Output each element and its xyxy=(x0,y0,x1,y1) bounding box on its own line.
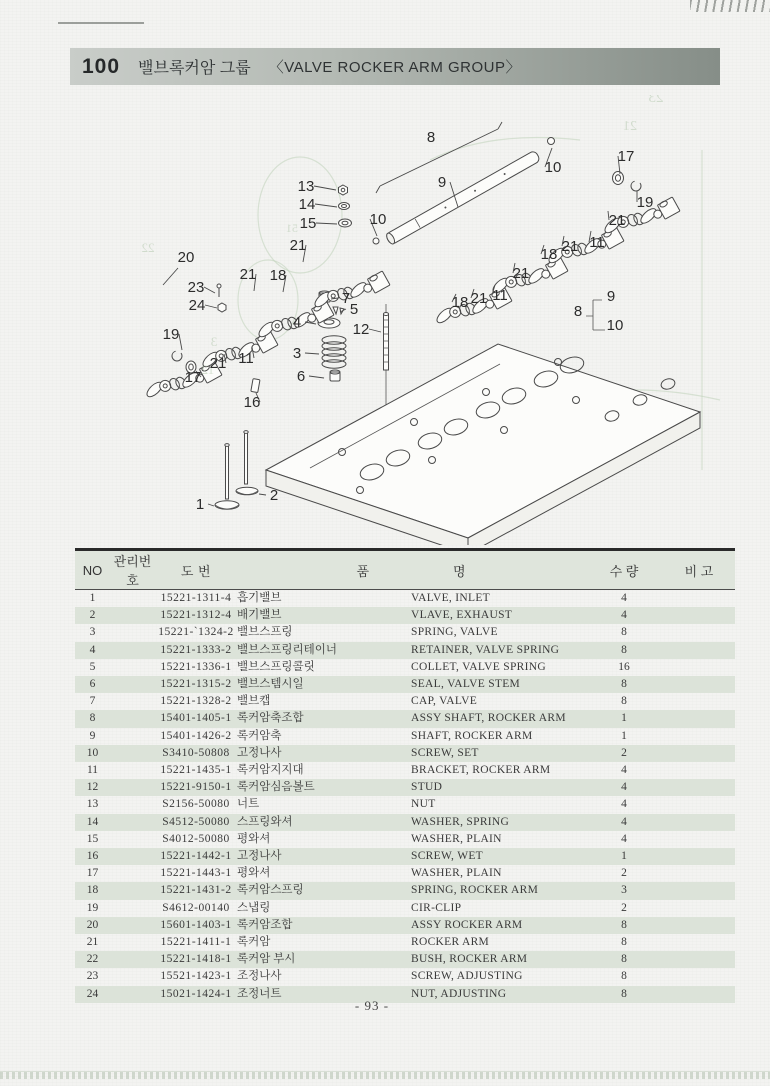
cell-remarks xyxy=(663,865,735,882)
ghost-text: 51 xyxy=(286,221,298,235)
col-header-no: NO xyxy=(82,562,103,578)
cell-remarks xyxy=(663,624,735,641)
cell-qty: 8 xyxy=(621,643,627,656)
part-name-header-a: 품 xyxy=(356,563,369,579)
cell-no: 17 xyxy=(86,867,99,880)
table-row xyxy=(75,762,735,779)
cell-drawing-no: 15221-1418-1 xyxy=(160,953,232,966)
cell-name-korean: 고정나사 xyxy=(237,746,282,759)
cell-name-korean: 밸브스프링리테이너 xyxy=(237,643,337,656)
cell-remarks xyxy=(663,779,735,796)
cell-mgmt-no xyxy=(110,693,155,710)
table-row xyxy=(75,607,735,624)
cell-name-korean: 너트 xyxy=(237,798,260,811)
cell-remarks xyxy=(663,607,735,624)
cell-mgmt-no xyxy=(110,831,155,848)
cell-name-korean: 스냅링 xyxy=(237,901,271,914)
cell-qty: 4 xyxy=(621,832,627,845)
shaft-plug-left xyxy=(373,238,379,244)
col-header-remarks: 비 고 xyxy=(684,563,714,579)
cell-remarks xyxy=(663,642,735,659)
cell-remarks xyxy=(663,762,735,779)
diagram-callout-21: 21 xyxy=(209,355,227,372)
callout-leader xyxy=(179,334,182,350)
diagram-callout-23: 23 xyxy=(187,279,205,296)
diagram-callout-17: 17 xyxy=(184,369,202,386)
cell-qty: 8 xyxy=(621,970,627,983)
cell-name-korean: 록커암지지대 xyxy=(237,764,304,777)
cell-mgmt-no xyxy=(110,968,155,985)
scan-artifact-topline xyxy=(58,22,144,24)
section-title-korean: 밸브록커암 그룹 xyxy=(138,60,251,77)
cell-mgmt-no xyxy=(110,607,155,624)
diagram-callout-15: 15 xyxy=(299,215,317,232)
cell-name-english: SEAL, VALVE STEM xyxy=(411,678,521,691)
diagram-callout-4: 4 xyxy=(292,314,302,331)
diagram-callout-11: 11 xyxy=(589,234,605,251)
cell-remarks xyxy=(663,814,735,831)
callout-leader xyxy=(369,329,381,332)
cell-no: 21 xyxy=(86,936,99,949)
cell-drawing-no: 15221-`1324-2 xyxy=(158,626,234,639)
diagram-callout-2: 2 xyxy=(269,487,279,504)
cell-no: 9 xyxy=(89,729,96,742)
cell-name-korean: 배기밸브 xyxy=(237,609,282,622)
cell-mgmt-no xyxy=(110,882,155,899)
table-row xyxy=(75,590,735,608)
table-row xyxy=(75,745,735,762)
col-header-mgmt-no: 관리번호 xyxy=(113,554,152,588)
cell-name-english: BUSH, ROCKER ARM xyxy=(411,953,528,966)
diagram-callout-24: 24 xyxy=(188,297,206,314)
diagram-callout-3: 3 xyxy=(292,345,302,362)
cell-name-english: VALVE, INLET xyxy=(411,592,490,604)
parts-table-body xyxy=(75,590,735,1003)
cell-drawing-no: 15221-1411-1 xyxy=(160,936,232,949)
diagram-callout-11: 11 xyxy=(492,287,508,304)
callout-leader xyxy=(205,305,217,308)
cell-drawing-no: 15221-1315-2 xyxy=(160,678,232,691)
cell-drawing-no: S2156-50080 xyxy=(162,798,230,811)
cell-mgmt-no xyxy=(110,676,155,693)
nut-washer-stack xyxy=(339,185,352,227)
cell-no: 3 xyxy=(89,626,96,639)
section-number: 100 xyxy=(82,54,121,78)
cell-no: 6 xyxy=(89,678,96,691)
diagram-callout-20: 20 xyxy=(177,249,195,266)
cell-name-korean: 조정너트 xyxy=(237,987,282,1000)
diagram-callout-9: 9 xyxy=(437,174,447,191)
cell-qty: 8 xyxy=(621,695,627,708)
diagram-callout-18: 18 xyxy=(451,294,469,311)
cell-drawing-no: 15221-1311-4 xyxy=(160,592,232,604)
cell-remarks xyxy=(663,968,735,985)
table-row xyxy=(75,676,735,693)
cell-name-korean: 록커암심음볼트 xyxy=(237,781,315,794)
part-name-header-b: 명 xyxy=(453,563,466,579)
cell-qty: 1 xyxy=(621,712,627,725)
cell-mgmt-no xyxy=(110,590,155,608)
ghost-text: 12 xyxy=(201,362,215,377)
cell-drawing-no: 15601-1403-1 xyxy=(160,918,232,931)
scan-artifact-corner xyxy=(690,0,770,12)
cell-drawing-no: 15401-1405-1 xyxy=(160,712,232,725)
diagram-callout-19: 19 xyxy=(636,194,654,211)
table-row xyxy=(75,831,735,848)
cell-drawing-no: 15401-1426-2 xyxy=(160,729,232,742)
cell-mgmt-no xyxy=(110,848,155,865)
cell-remarks xyxy=(663,882,735,899)
ghost-text: 22 xyxy=(141,240,155,255)
cell-qty: 8 xyxy=(621,626,627,639)
cell-name-english: RETAINER, VALVE SPRING xyxy=(411,643,560,656)
rocker-shaft xyxy=(373,122,555,245)
cell-remarks xyxy=(663,831,735,848)
page-number: - 93 - xyxy=(354,998,390,1013)
table-row xyxy=(75,814,735,831)
table-row xyxy=(75,848,735,865)
cell-name-korean: 고정나사 xyxy=(237,850,282,863)
cir-clip-part xyxy=(631,181,641,191)
cell-mgmt-no xyxy=(110,934,155,951)
cell-mgmt-no xyxy=(110,814,155,831)
cell-name-english: ASSY SHAFT, ROCKER ARM xyxy=(411,712,566,725)
table-row xyxy=(75,934,735,951)
cell-remarks xyxy=(663,659,735,676)
cell-name-english: SPRING, VALVE xyxy=(411,626,498,639)
cell-mgmt-no xyxy=(110,745,155,762)
diagram-callout-21: 21 xyxy=(470,290,488,307)
cell-name-korean: 록커암축조합 xyxy=(237,712,304,725)
cell-no: 10 xyxy=(86,746,99,759)
diagram-callout-19: 19 xyxy=(162,326,180,343)
diagram-callout-18: 18 xyxy=(540,246,558,263)
callout-leader xyxy=(315,204,337,207)
cell-mgmt-no xyxy=(110,917,155,934)
cell-no: 19 xyxy=(86,901,99,914)
table-row xyxy=(75,968,735,985)
diagram-callout-1: 1 xyxy=(195,496,205,513)
cell-drawing-no: S4012-50080 xyxy=(162,832,230,845)
cell-name-korean: 밸브스템시일 xyxy=(237,678,304,691)
cell-qty: 8 xyxy=(621,953,627,966)
callout-leader xyxy=(305,353,319,354)
cell-qty: 4 xyxy=(621,815,627,828)
table-row xyxy=(75,951,735,968)
table-row xyxy=(75,900,735,917)
diagram-callout-17: 17 xyxy=(617,148,635,165)
table-row xyxy=(75,779,735,796)
cell-mgmt-no xyxy=(110,642,155,659)
table-row xyxy=(75,642,735,659)
cell-qty: 3 xyxy=(621,884,627,897)
cell-qty: 16 xyxy=(618,660,630,673)
cell-drawing-no: 15021-1424-1 xyxy=(160,987,232,1000)
ghost-text: 23 xyxy=(648,95,664,106)
cell-remarks xyxy=(663,796,735,813)
diagram-callout-6: 6 xyxy=(296,368,306,385)
callout-leader xyxy=(208,504,214,506)
cell-name-english: ASSY ROCKER ARM xyxy=(411,918,523,931)
cell-mgmt-no xyxy=(110,728,155,745)
cell-name-korean: 록커암스프링 xyxy=(237,884,304,897)
cell-qty: 8 xyxy=(621,987,627,1000)
cell-qty: 2 xyxy=(621,901,627,914)
ghost-text: 3 xyxy=(210,334,218,349)
cell-name-english: NUT, ADJUSTING xyxy=(411,987,507,1000)
callout-leader xyxy=(309,376,324,378)
shaft-plug-right xyxy=(548,138,555,145)
cell-mgmt-no xyxy=(110,779,155,796)
cell-name-english: BRACKET, ROCKER ARM xyxy=(411,764,551,777)
cell-no: 23 xyxy=(86,970,99,983)
cell-name-english: WASHER, SPRING xyxy=(411,815,510,828)
diagram-callout-8: 8 xyxy=(573,303,583,320)
parts-table xyxy=(75,548,735,1003)
scan-artifact-bottom-band xyxy=(0,1071,770,1079)
table-row xyxy=(75,865,735,882)
cell-name-english: STUD xyxy=(411,781,443,794)
cell-remarks xyxy=(663,676,735,693)
callout-leader xyxy=(259,494,266,495)
cell-no: 20 xyxy=(86,918,99,931)
cell-drawing-no: 15521-1423-1 xyxy=(160,970,232,983)
cell-drawing-no: 15221-9150-1 xyxy=(160,781,232,794)
cell-remarks xyxy=(663,934,735,951)
cell-drawing-no: 15221-1333-2 xyxy=(160,643,232,656)
cell-name-korean: 평와셔 xyxy=(237,867,271,880)
cell-drawing-no: 15221-1442-1 xyxy=(160,850,232,863)
cell-drawing-no: S4512-50080 xyxy=(162,815,230,828)
diagram-callout-12: 12 xyxy=(352,321,370,338)
cell-drawing-no: S4612-00140 xyxy=(162,901,230,914)
diagram-callout-18: 18 xyxy=(269,267,287,284)
cell-name-english: WASHER, PLAIN xyxy=(411,867,502,880)
diagram-callout-11: 11 xyxy=(238,350,254,367)
cell-name-korean: 흡기밸브 xyxy=(237,592,282,604)
cell-name-english: CIR-CLIP xyxy=(411,901,462,914)
table-row xyxy=(75,917,735,934)
cell-drawing-no: 15221-1328-2 xyxy=(160,695,232,708)
cell-name-korean: 록커암 부시 xyxy=(237,953,296,966)
cell-remarks xyxy=(663,710,735,727)
parts-table-header xyxy=(75,550,735,590)
callout-leader xyxy=(316,223,337,224)
diagram-callout-21: 21 xyxy=(608,212,626,229)
cell-no: 22 xyxy=(86,953,99,966)
table-row xyxy=(75,728,735,745)
diagram-callout-9: 9 xyxy=(606,288,616,305)
cell-no: 1 xyxy=(89,592,96,604)
stud xyxy=(384,304,389,414)
cell-qty: 4 xyxy=(621,764,627,777)
cell-qty: 8 xyxy=(621,918,627,931)
diagram-callout-21: 21 xyxy=(289,237,307,254)
diagram-callout-10: 10 xyxy=(544,159,562,176)
cell-name-korean: 록커암축 xyxy=(237,729,282,742)
callout-leader xyxy=(204,287,215,293)
cell-name-english: CAP, VALVE xyxy=(411,695,478,708)
diagram-callout-21: 21 xyxy=(561,238,579,255)
cell-name-korean: 평와셔 xyxy=(237,832,271,845)
cell-remarks xyxy=(663,951,735,968)
cell-qty: 2 xyxy=(621,746,627,759)
cell-name-english: COLLET, VALVE SPRING xyxy=(411,660,546,673)
cell-name-english: NUT xyxy=(411,798,436,811)
cell-drawing-no: 15221-1435-1 xyxy=(160,764,232,777)
table-row xyxy=(75,710,735,727)
cell-remarks xyxy=(663,745,735,762)
table-row xyxy=(75,659,735,676)
cell-no: 4 xyxy=(89,643,96,656)
cell-name-korean: 밸브캡 xyxy=(237,695,271,708)
cell-mgmt-no xyxy=(110,796,155,813)
cell-qty: 2 xyxy=(621,867,627,880)
cell-name-english: SCREW, ADJUSTING xyxy=(411,970,523,983)
cell-mgmt-no xyxy=(110,762,155,779)
table-row xyxy=(75,624,735,641)
callout-leader xyxy=(314,186,336,190)
washer-part xyxy=(613,172,624,185)
cell-name-korean: 밸브스프링 xyxy=(237,626,293,639)
cell-no: 15 xyxy=(86,832,99,845)
section-title-english: 〈VALVE ROCKER ARM GROUP〉 xyxy=(268,59,522,76)
diagram-callout-8: 8 xyxy=(426,129,436,146)
diagram-callout-10: 10 xyxy=(369,211,387,228)
cell-mgmt-no xyxy=(110,951,155,968)
cell-no: 13 xyxy=(86,798,99,811)
cell-no: 7 xyxy=(89,695,96,708)
cell-mgmt-no xyxy=(110,710,155,727)
diagram-callout-21: 21 xyxy=(512,265,530,282)
cell-name-korean: 조정나사 xyxy=(237,970,282,983)
cell-no: 8 xyxy=(89,712,96,725)
cell-mgmt-no xyxy=(110,624,155,641)
cell-no: 12 xyxy=(86,781,99,794)
col-header-drawing-no: 도 번 xyxy=(180,563,212,579)
cell-qty: 4 xyxy=(621,798,627,811)
diagram-callout-5: 5 xyxy=(349,301,359,318)
cell-name-english: SHAFT, ROCKER ARM xyxy=(411,729,533,742)
cell-mgmt-no xyxy=(110,900,155,917)
cell-mgmt-no xyxy=(110,659,155,676)
col-header-part-name xyxy=(237,550,585,590)
cell-name-english: WASHER, PLAIN xyxy=(411,832,502,845)
cell-name-english: ROCKER ARM xyxy=(411,936,490,949)
table-row xyxy=(75,693,735,710)
cell-no: 5 xyxy=(89,660,96,673)
section-banner xyxy=(70,48,720,85)
cell-name-english: SCREW, WET xyxy=(411,850,484,863)
cell-remarks xyxy=(663,900,735,917)
cell-no: 16 xyxy=(86,850,99,863)
cell-name-english: VLAVE, EXHAUST xyxy=(411,609,513,622)
cell-qty: 8 xyxy=(621,678,627,691)
cell-remarks xyxy=(663,590,735,608)
cell-remarks xyxy=(663,728,735,745)
cell-qty: 4 xyxy=(621,592,627,604)
cell-no: 14 xyxy=(86,815,99,828)
adjusting-nut-part xyxy=(218,303,226,312)
cir-clip-part xyxy=(172,351,182,361)
cell-no: 2 xyxy=(89,609,96,622)
col-header-qty: 수 량 xyxy=(609,563,639,579)
cell-qty: 8 xyxy=(621,936,627,949)
diagram-callout-16: 16 xyxy=(243,394,261,411)
cell-qty: 4 xyxy=(621,609,627,622)
cell-mgmt-no xyxy=(110,865,155,882)
cell-name-english: SPRING, ROCKER ARM xyxy=(411,884,539,897)
ghost-text: 21 xyxy=(623,119,637,134)
set-screw-part xyxy=(251,379,260,393)
cell-name-korean: 록커암조합 xyxy=(237,918,293,931)
table-row xyxy=(75,796,735,813)
diagram-callout-13: 13 xyxy=(297,178,315,195)
cell-remarks xyxy=(663,848,735,865)
cell-no: 24 xyxy=(86,987,99,1000)
cell-no: 18 xyxy=(86,884,99,897)
cell-qty: 1 xyxy=(621,850,627,863)
cell-name-korean: 밸브스프링콜릿 xyxy=(237,660,315,673)
cell-qty: 4 xyxy=(621,781,627,794)
diagram-callout-7: 7 xyxy=(341,290,351,307)
cell-drawing-no: S3410-50808 xyxy=(162,746,230,759)
valves xyxy=(215,431,258,510)
cell-name-korean: 스프링와셔 xyxy=(237,815,293,828)
diagram-callout-10: 10 xyxy=(606,317,624,334)
cell-remarks xyxy=(663,917,735,934)
cell-name-korean: 록커암 xyxy=(237,936,271,949)
diagram-callout-14: 14 xyxy=(298,196,316,213)
cell-remarks xyxy=(663,693,735,710)
cell-name-english: SCREW, SET xyxy=(411,746,479,759)
cell-drawing-no: 15221-1431-2 xyxy=(160,884,232,897)
cell-no: 11 xyxy=(86,764,99,777)
exploded-view-diagram xyxy=(0,95,770,545)
cell-drawing-no: 15221-1312-4 xyxy=(160,609,232,622)
cell-qty: 1 xyxy=(621,729,627,742)
cell-drawing-no: 15221-1443-1 xyxy=(160,867,232,880)
diagram-callout-21: 21 xyxy=(239,266,257,283)
cell-drawing-no: 15221-1336-1 xyxy=(160,660,232,673)
table-row xyxy=(75,882,735,899)
